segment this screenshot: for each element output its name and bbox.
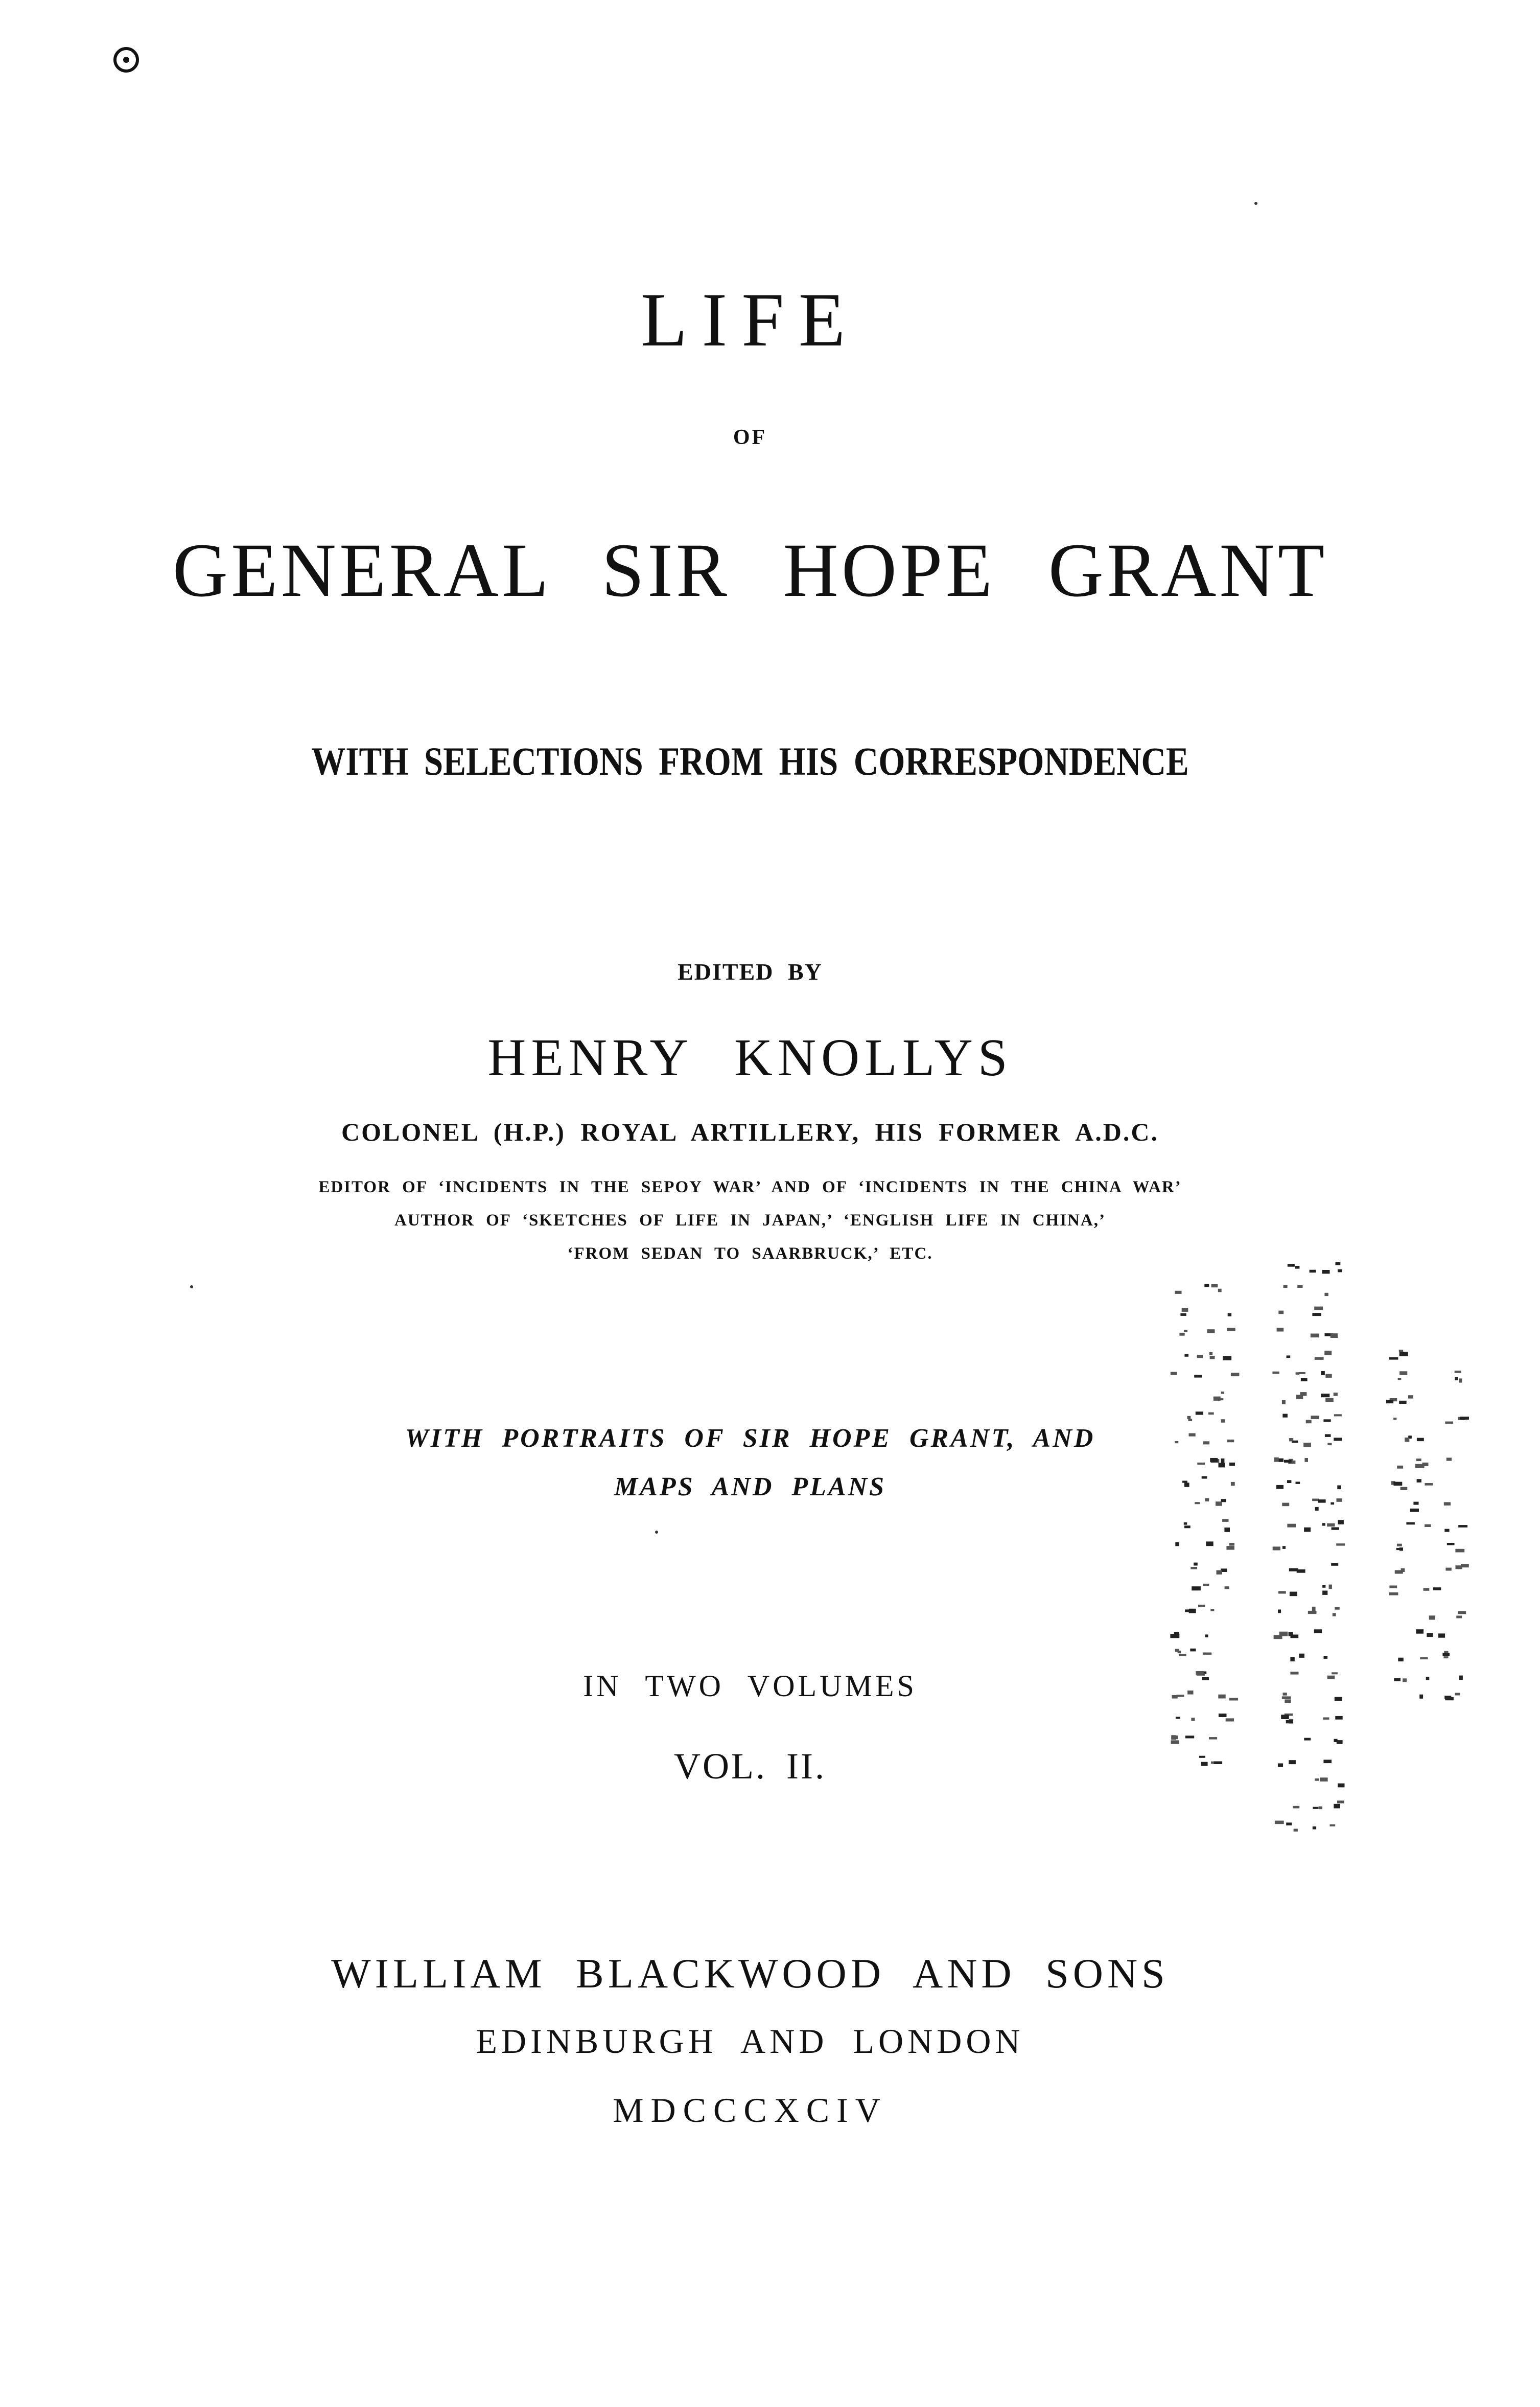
show-through-speck [1417, 1438, 1424, 1442]
show-through-speck [1335, 1716, 1342, 1720]
show-through-speck [1185, 1735, 1194, 1738]
show-through-speck [1197, 1355, 1203, 1358]
show-through-speck [1229, 1543, 1234, 1546]
show-through-speck [1327, 1676, 1335, 1679]
show-through-speck [1287, 1355, 1291, 1358]
show-through-speck [1332, 1527, 1339, 1530]
show-through-speck [1314, 1307, 1323, 1310]
show-through-speck [1216, 1501, 1222, 1506]
show-through-speck [1389, 1586, 1397, 1588]
show-through-speck [1217, 1570, 1222, 1575]
publisher-place: EDINBURGH AND LONDON [476, 2022, 1024, 2061]
show-through-speck [1333, 1613, 1336, 1616]
show-through-speck [1393, 1482, 1402, 1486]
show-through-speck [1275, 1821, 1284, 1824]
show-through-speck [1322, 1591, 1327, 1595]
show-through-speck [1327, 1443, 1332, 1446]
illustrations-note-line: WITH PORTRAITS OF SIR HOPE GRANT, AND [405, 1424, 1095, 1453]
show-through-speck [1442, 1653, 1450, 1656]
show-through-speck [1289, 1760, 1296, 1764]
show-through-speck [1329, 1585, 1332, 1589]
show-through-speck [1389, 1592, 1398, 1595]
show-through-speck [1416, 1629, 1424, 1634]
show-through-speck [1231, 1373, 1240, 1376]
show-through-speck [1394, 1678, 1401, 1681]
show-through-speck [1175, 1649, 1179, 1652]
show-through-speck [1284, 1460, 1292, 1463]
show-through-speck [1429, 1615, 1435, 1619]
show-through-speck [1406, 1522, 1415, 1525]
show-through-speck [1460, 1417, 1469, 1420]
show-through-speck [1221, 1419, 1225, 1423]
show-through-speck [1184, 1483, 1189, 1487]
show-through-speck [1389, 1357, 1398, 1360]
show-through-speck [1293, 1806, 1299, 1809]
show-through-speck [1288, 1264, 1295, 1267]
show-through-speck [1446, 1457, 1452, 1461]
volume-number: VOL. II. [674, 1746, 826, 1787]
show-through-speck [1424, 1588, 1430, 1591]
show-through-speck [1319, 1807, 1322, 1810]
show-through-speck [1189, 1609, 1196, 1613]
show-through-speck [1182, 1481, 1187, 1483]
show-through-speck [1314, 1629, 1322, 1633]
show-through-speck [1214, 1762, 1222, 1765]
show-through-speck [1188, 1419, 1193, 1421]
show-through-speck [1324, 1656, 1328, 1659]
show-through-speck [1458, 1525, 1467, 1527]
show-through-speck [1399, 1352, 1408, 1356]
show-through-speck [1273, 1546, 1280, 1550]
show-through-speck [1283, 1693, 1287, 1696]
show-through-speck [1196, 1671, 1203, 1675]
show-through-speck [1304, 1458, 1308, 1462]
show-through-speck [1218, 1695, 1225, 1699]
show-through-speck [1172, 1695, 1178, 1699]
show-through-speck [1321, 1371, 1325, 1375]
show-through-speck [1281, 1715, 1289, 1719]
show-through-speck [1171, 1740, 1179, 1744]
show-through-speck [1290, 1657, 1294, 1661]
show-through-speck [1444, 1529, 1449, 1532]
show-through-speck [1315, 1357, 1324, 1360]
show-through-speck [1313, 1826, 1316, 1830]
show-through-speck [1214, 1397, 1221, 1401]
show-through-speck [1222, 1519, 1228, 1522]
show-through-speck [1338, 1784, 1344, 1788]
show-through-speck [1184, 1522, 1187, 1525]
show-through-speck [1210, 1356, 1215, 1359]
show-through-speck [1299, 1372, 1305, 1374]
show-through-speck [1189, 1433, 1196, 1437]
show-through-speck [1304, 1738, 1311, 1741]
show-through-speck [1187, 1691, 1193, 1695]
show-through-speck [1226, 1718, 1234, 1721]
show-through-speck [1172, 1735, 1178, 1739]
editor-works-line: ‘FROM SEDAN TO SAARBRUCK,’ ETC. [567, 1244, 933, 1263]
show-through-speck [1203, 1653, 1211, 1655]
show-through-speck [1205, 1634, 1208, 1637]
show-through-speck [1282, 1546, 1286, 1549]
show-through-speck [1335, 1697, 1342, 1701]
show-through-speck [1282, 1414, 1288, 1418]
show-through-speck [1399, 1401, 1407, 1404]
show-through-speck [1331, 1333, 1338, 1338]
show-through-speck [1323, 1718, 1329, 1720]
editor-name: HENRY KNOLLYS [487, 1028, 1013, 1087]
show-through-speck [1272, 1372, 1279, 1374]
show-through-speck [1223, 1356, 1231, 1360]
show-through-speck [1459, 1676, 1463, 1680]
show-through-speck [1337, 1740, 1343, 1744]
show-through-speck [1324, 1293, 1328, 1296]
show-through-speck [1221, 1392, 1224, 1394]
show-through-speck [1445, 1568, 1451, 1571]
show-through-speck [1195, 1502, 1200, 1504]
show-through-speck [1184, 1354, 1188, 1356]
show-through-speck [1386, 1400, 1393, 1403]
show-through-speck [1286, 1720, 1293, 1724]
show-through-speck [1175, 1542, 1179, 1546]
show-through-speck [1322, 1585, 1325, 1588]
show-through-speck [1278, 1764, 1283, 1767]
show-through-speck [1175, 1291, 1181, 1294]
show-through-speck [1338, 1269, 1342, 1272]
show-through-speck [1274, 1457, 1278, 1462]
show-through-speck [1323, 1419, 1331, 1422]
show-through-speck [1393, 1418, 1396, 1420]
show-through-speck [1312, 1313, 1321, 1316]
show-through-speck [1179, 1654, 1186, 1656]
show-through-speck [1408, 1395, 1413, 1398]
show-through-speck [1320, 1777, 1328, 1781]
show-through-speck [1425, 1483, 1433, 1486]
show-through-speck [1203, 1441, 1209, 1444]
show-through-speck [1325, 1374, 1332, 1378]
show-through-speck [1179, 1333, 1184, 1336]
show-through-speck [1327, 1523, 1335, 1526]
show-through-speck [1397, 1544, 1402, 1546]
show-through-speck [1415, 1464, 1425, 1468]
show-through-speck [1278, 1311, 1284, 1314]
show-through-speck [1455, 1371, 1461, 1373]
show-through-speck [1301, 1378, 1308, 1381]
show-through-speck [1334, 1438, 1342, 1441]
publication-year: MDCCCXCIV [613, 2091, 888, 2130]
show-through-speck [1278, 1591, 1286, 1593]
show-through-speck [1455, 1377, 1458, 1380]
show-through-speck [1182, 1308, 1188, 1312]
show-through-speck [1296, 1482, 1300, 1484]
show-through-speck [1224, 1527, 1230, 1532]
show-through-speck [1276, 1485, 1284, 1489]
book-subtitle: WITH SELECTIONS FROM HIS CORRESPONDENCE [311, 739, 1189, 783]
show-through-speck [1211, 1762, 1214, 1764]
show-through-speck [1410, 1509, 1419, 1512]
show-through-speck [1417, 1479, 1421, 1483]
show-through-speck [1191, 1718, 1195, 1721]
show-through-speck [1330, 1824, 1336, 1826]
show-through-speck [1323, 1760, 1332, 1763]
show-through-speck [1191, 1567, 1197, 1569]
show-through-speck [1398, 1658, 1404, 1661]
show-through-speck [1313, 1807, 1318, 1809]
show-through-speck [1290, 1592, 1297, 1596]
book-title-line-2: OF [733, 426, 767, 449]
show-through-speck [1300, 1392, 1307, 1396]
ink-speck [1254, 202, 1257, 205]
show-through-speck [1416, 1459, 1421, 1461]
show-through-speck [1413, 1502, 1418, 1505]
show-through-speck [1459, 1378, 1462, 1382]
show-through-speck [1287, 1480, 1291, 1483]
show-through-speck [1289, 1632, 1293, 1636]
show-through-speck [1289, 1568, 1298, 1571]
show-through-speck [1332, 1672, 1338, 1674]
show-through-speck [1175, 1441, 1178, 1443]
show-through-speck [1425, 1524, 1431, 1527]
show-through-speck [1190, 1649, 1196, 1652]
show-through-speck [1219, 1714, 1227, 1717]
show-through-speck [1210, 1609, 1214, 1611]
illustrations-note-line: MAPS AND PLANS [614, 1472, 886, 1501]
show-through-speck [1311, 1334, 1319, 1338]
show-through-speck [1334, 1393, 1338, 1396]
show-through-speck [1396, 1548, 1403, 1550]
volume-count: IN TWO VOLUMES [583, 1669, 917, 1703]
show-through-speck [1458, 1611, 1466, 1614]
show-through-speck [1205, 1498, 1209, 1501]
show-through-speck [1399, 1371, 1407, 1375]
show-through-speck [1303, 1443, 1311, 1447]
show-through-speck [1308, 1611, 1317, 1614]
show-through-speck [1208, 1413, 1214, 1415]
show-through-speck [1294, 1829, 1298, 1832]
show-through-speck [1197, 1463, 1205, 1465]
show-through-speck [1315, 1507, 1319, 1511]
show-through-speck [1444, 1502, 1451, 1506]
show-through-speck [1285, 1699, 1291, 1703]
show-through-speck [1201, 1762, 1208, 1766]
show-through-speck [1310, 1270, 1316, 1273]
edited-by-label: EDITED BY [678, 959, 823, 985]
editor-works-line: AUTHOR OF ‘SKETCHES OF LIFE IN JAPAN,’ ‘ENGLISH LIFE IN CHINA,’ [394, 1211, 1106, 1230]
show-through-speck [1187, 1416, 1191, 1419]
show-through-speck [1227, 1440, 1234, 1442]
show-through-speck [1184, 1525, 1191, 1528]
show-through-speck [1337, 1486, 1341, 1490]
show-through-speck [1299, 1654, 1304, 1658]
show-through-speck [1318, 1499, 1326, 1503]
book-title-line-3: GENERAL SIR HOPE GRANT [172, 528, 1328, 613]
show-through-speck [1196, 1411, 1203, 1415]
show-through-speck [1401, 1487, 1408, 1490]
show-through-speck [1445, 1422, 1453, 1424]
show-through-speck [1202, 1476, 1207, 1479]
ink-speck [655, 1531, 658, 1534]
show-through-speck [1443, 1656, 1448, 1658]
show-through-speck [1337, 1498, 1342, 1502]
show-through-speck [1427, 1633, 1433, 1637]
show-through-speck [1202, 1677, 1209, 1680]
editor-role: COLONEL (H.P.) ROYAL ARTILLERY, HIS FORMER A.D.C. [341, 1118, 1159, 1146]
show-through-speck [1315, 1778, 1319, 1781]
show-through-speck [1287, 1524, 1296, 1527]
show-through-speck [1203, 1584, 1209, 1586]
show-through-speck [1199, 1756, 1205, 1758]
show-through-speck [1438, 1633, 1445, 1637]
show-through-speck [1322, 1270, 1330, 1274]
show-through-speck [1312, 1499, 1319, 1501]
show-through-speck [1180, 1313, 1186, 1316]
show-through-speck [1405, 1438, 1409, 1442]
show-through-speck [1277, 1328, 1284, 1331]
show-through-speck [1324, 1351, 1332, 1355]
publisher-name: WILLIAM BLACKWOOD AND SONS [331, 1950, 1169, 1997]
show-through-speck [1325, 1434, 1331, 1437]
show-through-speck [1194, 1563, 1198, 1566]
show-through-speck [1198, 1605, 1205, 1607]
show-through-speck [1221, 1459, 1225, 1463]
show-through-speck [1331, 1563, 1338, 1566]
show-through-speck [1228, 1313, 1231, 1316]
show-through-speck [1334, 1804, 1340, 1809]
show-through-speck [1338, 1520, 1344, 1524]
show-through-speck [1426, 1677, 1430, 1680]
show-through-speck [1194, 1375, 1202, 1377]
show-through-speck [1420, 1657, 1428, 1659]
show-through-speck [1312, 1607, 1316, 1611]
show-through-speck [1403, 1678, 1407, 1682]
show-through-speck [1229, 1463, 1235, 1466]
show-through-speck [1335, 1607, 1340, 1610]
ink-speck [190, 1285, 193, 1288]
show-through-speck [1306, 1420, 1312, 1423]
show-through-speck [1334, 1414, 1342, 1416]
show-through-speck [1321, 1394, 1329, 1397]
show-through-speck [1399, 1350, 1403, 1352]
show-through-speck [1227, 1328, 1235, 1331]
show-through-speck [1289, 1438, 1293, 1441]
show-through-speck [1231, 1482, 1235, 1486]
show-through-speck [1279, 1459, 1284, 1462]
show-through-speck [1174, 1632, 1179, 1635]
show-through-speck [1218, 1289, 1222, 1292]
show-through-speck [1322, 1523, 1325, 1525]
show-through-speck [1192, 1586, 1201, 1590]
show-through-speck [1336, 1262, 1341, 1265]
show-through-speck [1455, 1693, 1460, 1696]
show-through-speck [1433, 1587, 1441, 1590]
show-through-speck [1398, 1378, 1402, 1380]
show-through-speck [1207, 1329, 1215, 1333]
show-through-speck [1282, 1400, 1286, 1404]
show-through-speck [1455, 1549, 1464, 1553]
show-through-speck [1209, 1737, 1217, 1740]
show-through-speck [1284, 1285, 1288, 1288]
show-through-speck [1204, 1284, 1209, 1287]
show-through-speck [1445, 1697, 1454, 1700]
show-through-speck [1397, 1466, 1403, 1469]
show-through-speck [1331, 1502, 1334, 1505]
show-through-speck [1206, 1541, 1214, 1546]
show-through-speck [1447, 1543, 1455, 1545]
show-through-speck [1274, 1635, 1282, 1639]
show-through-speck [1219, 1463, 1225, 1468]
show-through-ink-marks [1155, 1262, 1482, 1840]
show-through-speck [1210, 1458, 1218, 1462]
show-through-speck [1282, 1696, 1291, 1699]
show-through-speck [1311, 1416, 1319, 1419]
show-through-speck [1229, 1698, 1238, 1700]
show-through-speck [1461, 1564, 1469, 1568]
show-through-speck [1456, 1616, 1462, 1618]
book-title-line-1: LIFE [640, 277, 860, 362]
show-through-speck [1336, 1543, 1345, 1545]
show-through-speck [1282, 1503, 1289, 1507]
show-through-speck [1176, 1717, 1180, 1719]
show-through-speck [1297, 1285, 1302, 1288]
show-through-speck [1304, 1527, 1311, 1532]
show-through-speck [1401, 1568, 1405, 1572]
show-through-speck [1211, 1284, 1218, 1287]
show-through-speck [1184, 1330, 1187, 1332]
show-through-speck [1286, 1822, 1292, 1825]
show-through-speck [1171, 1372, 1177, 1375]
show-through-speck [1225, 1586, 1229, 1589]
show-through-speck [1419, 1695, 1423, 1699]
library-stamp-icon [113, 47, 139, 73]
show-through-speck [1226, 1546, 1234, 1550]
show-through-speck [1209, 1352, 1212, 1355]
editor-works-line: EDITOR OF ‘INCIDENTS IN THE SEPOY WAR’ AND OF ‘INCIDENTS IN THE CHINA WAR’ [318, 1178, 1182, 1196]
show-through-speck [1337, 1800, 1344, 1803]
show-through-speck [1295, 1266, 1299, 1269]
show-through-speck [1325, 1398, 1334, 1402]
show-through-speck [1290, 1672, 1298, 1674]
show-through-speck [1278, 1610, 1281, 1613]
